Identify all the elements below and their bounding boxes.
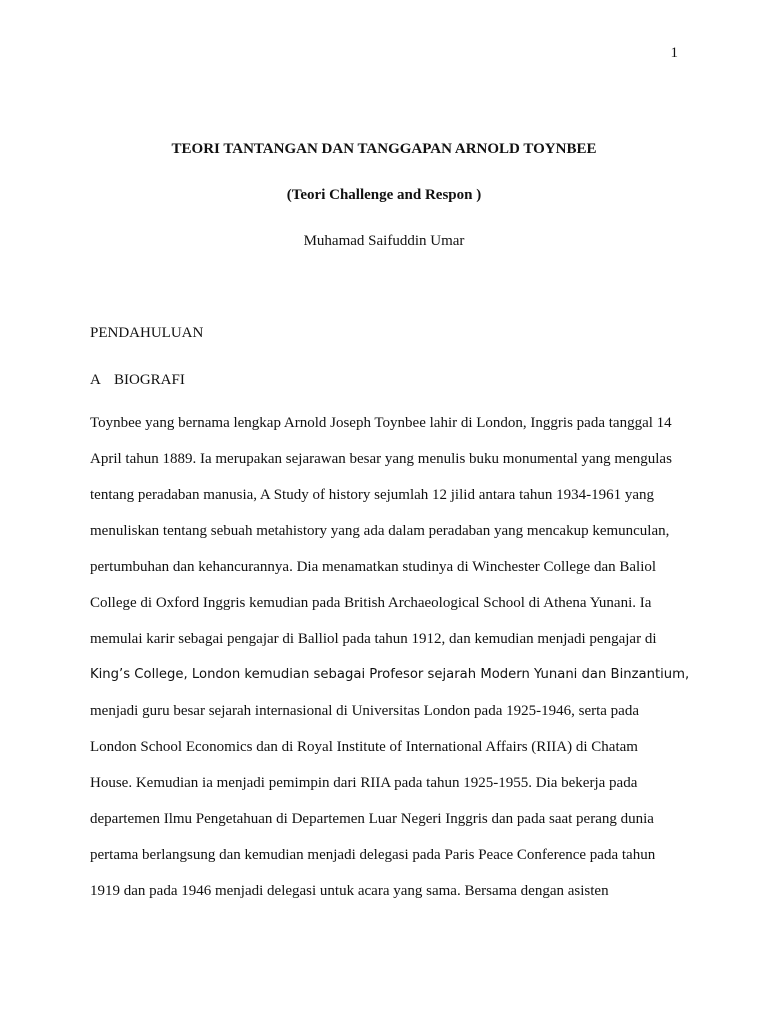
paragraph-line: April tahun 1889. Ia merupakan sejarawan besar yang menulis buku monumental yang mengulas	[90, 451, 672, 467]
paragraph-line: menjadi guru besar sejarah internasional di Universitas London pada 1925-1946, serta pada	[90, 703, 640, 719]
paragraph-line: London School Economics dan di Royal Institute of International Affairs (RIIA) di Chatam	[90, 739, 638, 755]
subsection-title: BIOGRAFI	[114, 372, 185, 388]
paragraph-line: menuliskan tentang sebuah metahistory yang ada dalam peradaban yang mencakup kemunculan,	[90, 523, 670, 539]
subsection-letter: A	[90, 372, 101, 388]
paragraph-line: King’s College, London kemudian sebagai Profesor sejarah Modern Yunani dan Binzantium,	[90, 667, 690, 682]
paragraph-line: College di Oxford Inggris kemudian pada British Archaeological School di Athena Yunani. Ia	[90, 595, 652, 611]
subsection-heading	[90, 370, 185, 390]
page-number: 1	[670, 45, 678, 61]
section-heading: PENDAHULUAN	[90, 325, 204, 341]
paragraph-line: pertumbuhan dan kehancurannya. Dia menamatkan studinya di Winchester College dan Baliol	[90, 559, 657, 575]
paragraph-line: 1919 dan pada 1946 menjadi delegasi untuk acara yang sama. Bersama dengan asisten	[90, 883, 609, 899]
paragraph-line: House. Kemudian ia menjadi pemimpin dari RIIA pada tahun 1925-1955. Dia bekerja pada	[90, 775, 638, 791]
author-name: Muhamad Saifuddin Umar	[303, 233, 465, 249]
paragraph-line: departemen Ilmu Pengetahuan di Departemen Luar Negeri Inggris dan pada saat perang dunia	[90, 811, 654, 827]
document-subtitle: (Teori Challenge and Respon )	[286, 187, 482, 203]
paragraph-line: memulai karir sebagai pengajar di Balliol pada tahun 1912, dan kemudian menjadi pengajar di	[90, 631, 657, 647]
paragraph-line: tentang peradaban manusia, A Study of history sejumlah 12 jilid antara tahun 1934-1961 yang	[90, 487, 655, 503]
paragraph-line: pertama berlangsung dan kemudian menjadi delegasi pada Paris Peace Conference pada tahun	[90, 847, 656, 863]
paragraph-line: Toynbee yang bernama lengkap Arnold Joseph Toynbee lahir di London, Inggris pada tanggal 14	[90, 415, 672, 431]
biography-paragraph	[90, 413, 690, 917]
document-title: TEORI TANTANGAN DAN TANGGAPAN ARNOLD TOYNBEE	[171, 141, 597, 157]
